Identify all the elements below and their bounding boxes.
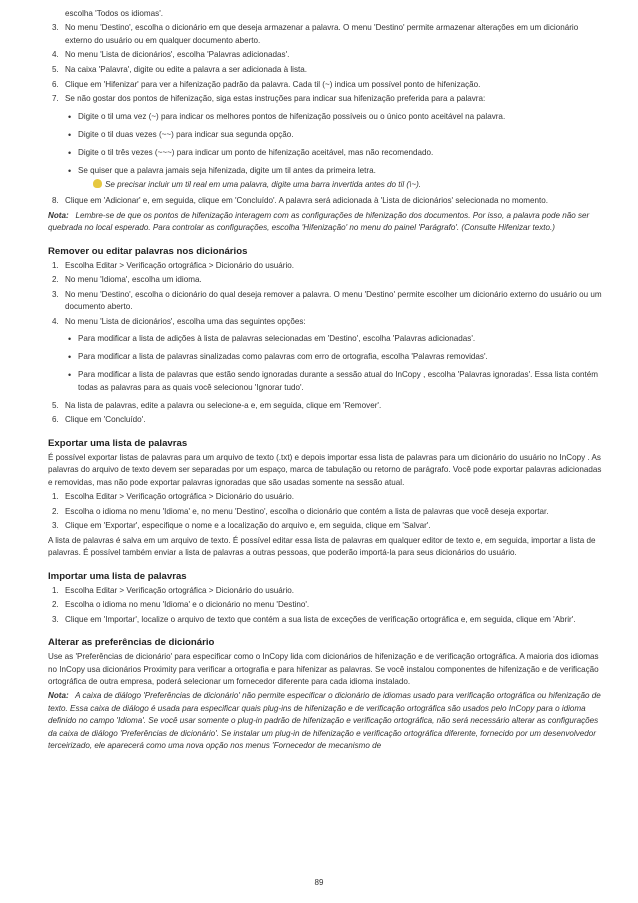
section-heading-import: Importar uma lista de palavras [48, 570, 187, 582]
section-heading-preferences: Alterar as preferências de dicionário [48, 637, 215, 649]
list-item: 3. No menu 'Destino', escolha o dicionário em que deseja armazenar a palavra. O menu 'Destino' permite armazenar alterações em um dicionário externo do usuário ou em qualquer documento aberto. [52, 23, 579, 45]
bullet-icon: • [68, 370, 72, 381]
add-word-steps [48, 22, 604, 207]
list-item: 4. No menu 'Lista de dicionários', escolha 'Palavras adicionadas'. [52, 50, 290, 60]
list-item: 7. Se não gostar dos pontos de hifenização, siga estas instruções para indicar sua hifenização preferida para a palavra: • Digite o til uma vez (~) para indicar os melhores pontos de hifenização possíveis ou o único ponto aceitável na palavra. • Digite o til duas vezes (~~) para indicar sua segunda opção. • Digite o til três vezes (~~~) para indicar um ponto de hifenização aceitável, mas não recomendado. • Se quiser que a palavra jamais seja hifenizada, digite um til antes da primeira letra. Se precisar incluir um til real em uma palavra, digite uma barra invertida antes do til (\~). [48, 93, 604, 191]
document-page [48, 8, 604, 756]
tip-note: Se precisar incluir um til real em uma palavra, digite uma barra invertida antes do til (\~). [93, 179, 604, 191]
note-hyphenation: Nota: Lembre-se de que os pontos de hifenização interagem com as configurações de hifenização dos documentos. Por isso, a palavra pode não ser quebrada no local esperado. Para controlar as configurações, escolha 'Hifenização' no menu do painel 'Parágrafo'. (Consulte Hifenizar texto.) [48, 211, 590, 233]
bullet-item: • Para modificar a lista de palavras que estão sendo ignoradas durante a sessão atual do InCopy , escolha 'Palavras ignoradas'. Essa lista contém todas as palavras para as quais você selecionou 'Ignorar tudo'. [68, 370, 599, 392]
lightbulb-icon [93, 179, 102, 188]
bullet-item: • Para modificar a lista de palavras sinalizadas como palavras com erro de ortografia, escolha 'Palavras removidas'. [68, 352, 488, 363]
section-heading-remove: Remover ou editar palavras nos dicionários [48, 245, 248, 257]
bullet-icon: • [68, 129, 72, 140]
bullet-item: • Digite o til duas vezes (~~) para indicar sua segunda opção. [68, 129, 294, 140]
page-number: 89 [314, 878, 324, 887]
export-outro: A lista de palavras é salva em um arquivo de texto. É possível editar essa lista de palavras em qualquer editor de texto e, em seguida, importar a lista de palavras. É possível também enviar a lista de palavras a outras pessoas, que poderão importá-la para seus dicionários do usuário. [48, 535, 596, 558]
bullet-item: • Se quiser que a palavra jamais seja hifenizada, digite um til antes da primeira letra. [68, 165, 376, 176]
list-item: 6. Clique em 'Concluído'. [52, 415, 146, 425]
remove-word-steps [48, 260, 604, 427]
list-item: 4. No menu 'Lista de dicionários', escolha uma das seguintes opções: • Para modificar a lista de adições à lista de palavras selecionadas em 'Destino', escolha 'Palavras adicionadas'. • Para modificar a lista de palavras sinalizadas como palavras com erro de ortografia, escolha 'Palavras removidas'. • Para modificar a lista de palavras que estão sendo ignoradas durante a sessão atual do InCopy , escolha 'Palavras ignoradas'. Essa lista contém todas as palavras para as quais você selecionou 'Ignorar tudo'. [48, 316, 604, 394]
export-steps [48, 491, 604, 533]
list-item: 8. Clique em 'Adicionar' e, em seguida, clique em 'Concluído'. A palavra será adicionada à 'Lista de dicionários' selecionada no momento. [52, 196, 549, 206]
list-item: 1. Escolha Editar > Verificação ortográfica > Dicionário do usuário. [52, 492, 294, 502]
list-item: 1. Escolha Editar > Verificação ortográfica > Dicionário do usuário. [52, 585, 294, 595]
dictionary-list-options [65, 333, 604, 394]
list-item: 2. No menu 'Idioma', escolha um idioma. [52, 275, 202, 285]
bullet-item: • Para modificar a lista de adições à lista de palavras selecionadas em 'Destino', escolha 'Palavras adicionadas'. [68, 334, 476, 345]
bullet-icon: • [68, 147, 72, 158]
section-heading-export: Exportar uma lista de palavras [48, 437, 188, 449]
list-item: 3. No menu 'Destino', escolha o dicionário do qual deseja remover a palavra. O menu 'Destino' permite escolher um dicionário externo do usuário ou um documento aberto. [52, 290, 602, 312]
list-item: 2. Escolha o idioma no menu 'Idioma' e o dicionário no menu 'Destino'. [52, 600, 310, 610]
list-item: 3. Clique em 'Exportar', especifique o nome e a localização do arquivo e, em seguida, clique em 'Salvar'. [52, 521, 431, 531]
list-item: 2. Escolha o idioma no menu 'Idioma' e, no menu 'Destino', escolha o dicionário que contém a lista de palavras que você deseja exportar. [52, 506, 549, 516]
list-item: 3. Clique em 'Importar', localize o arquivo de texto que contém a sua lista de exceções de verificação ortográfica e, em seguida, clique em 'Abrir'. [52, 614, 576, 624]
bullet-icon: • [68, 352, 72, 363]
bullet-icon: • [68, 334, 72, 345]
list-item: 6. Clique em 'Hifenizar' para ver a hifenização padrão da palavra. Cada til (~) indica um possível ponto de hifenização. [52, 79, 481, 89]
bullet-item: • Digite o til três vezes (~~~) para indicar um ponto de hifenização aceitável, mas não recomendado. [68, 147, 434, 158]
continuation-text: escolha 'Todos os idiomas'. [65, 9, 164, 18]
export-intro: É possível exportar listas de palavras para um arquivo de texto (.txt) e depois importar essa lista de palavras para um dicionário do usuário no InCopy . As palavras do arquivo de texto devem ser separadas por um espaço, marca de tabulação ou retorno de parágrafo. Você pode exportar palavras adicionadas e removidas, mas não pode exportar palavras ignoradas que são usadas somente na sessão atual. [48, 452, 602, 487]
note-preferences: Nota: A caixa de diálogo 'Preferências de dicionário' não permite especificar o dicionário de idiomas usado para verificação ortográfica ou hifenização de texto. Essa caixa de diálogo é usada para especificar quais plug-ins de hifenização e de verificação ortográfica são usados pelo InCopy para o idioma definido no campo 'Idioma'. Se você usar somente o plug-in padrão de hifenização e verificação ortográfica, não será necessário alterar as configurações da caixa de diálogo 'Preferências de dicionário'. Se instalar um plug-in de hifenização e verificação ortográfica diferente, fornecido por um desenvolvedor terceirizado, ele aparecerá como uma nova opção nos menus 'Fornecedor de mecanismo de [48, 691, 601, 751]
bullet-item: • Digite o til uma vez (~) para indicar os melhores pontos de hifenização possíveis ou o único ponto aceitável na palavra. [68, 111, 506, 122]
list-item: 1. Escolha Editar > Verificação ortográfica > Dicionário do usuário. [52, 260, 294, 270]
preferences-intro: Use as 'Preferências de dicionário' para especificar como o InCopy lida com dicionários de hifenização e de verificação ortográfica. A maioria dos idiomas no InCopy usa dicionários Proximity para verificar a ortografia e para hifenizar as palavras. Se você instalou componentes de hifenização e de verificação ortográfica de outra empresa, poderá selecionar um fornecedor diferente para cada idioma instalado. [48, 652, 599, 687]
import-steps [48, 585, 604, 627]
bullet-icon: • [68, 111, 72, 122]
list-item: 5. Na lista de palavras, edite a palavra ou selecione-a e, em seguida, clique em 'Remover'. [52, 400, 382, 410]
bullet-icon: • [68, 165, 72, 176]
list-item: 5. Na caixa 'Palavra', digite ou edite a palavra a ser adicionada à lista. [52, 65, 307, 74]
hyphenation-bullets [65, 111, 604, 177]
